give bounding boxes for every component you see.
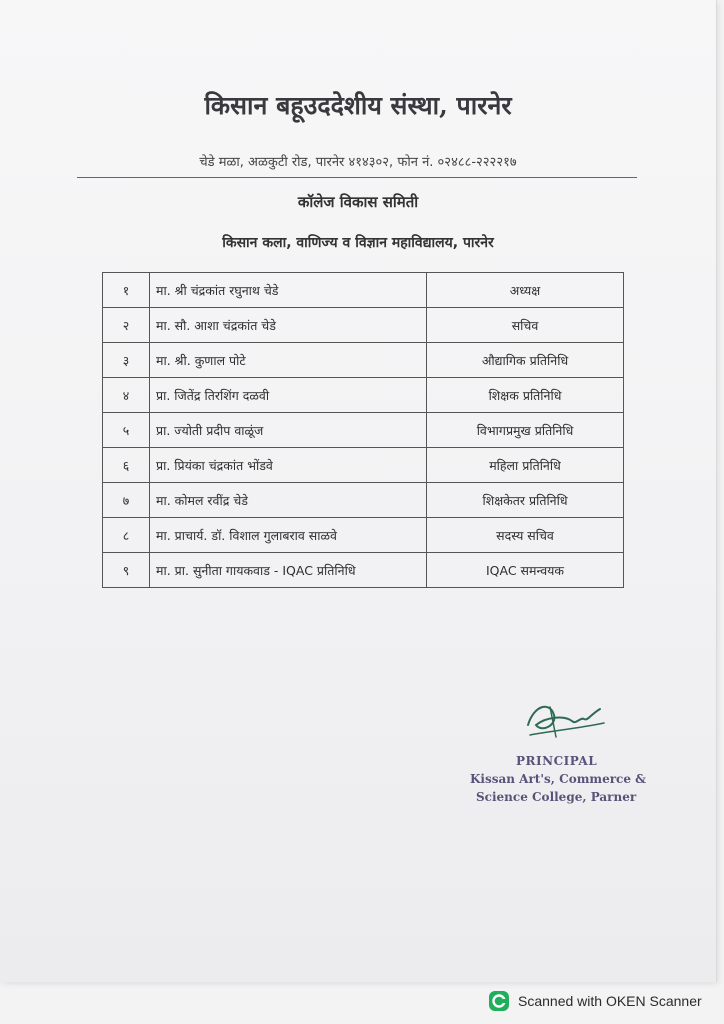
table-row xyxy=(103,378,624,413)
member-number: ६ xyxy=(103,448,150,483)
member-number: ३ xyxy=(103,343,150,378)
member-number: ४ xyxy=(103,378,150,413)
member-name: मा. प्राचार्य. डॉ. विशाल गुलाबराव साळवे xyxy=(150,518,427,553)
principal-signature xyxy=(520,695,610,745)
oken-scanner-icon xyxy=(488,990,510,1012)
stamp-line-place: Science College, Parner xyxy=(476,790,637,804)
org-title: किसान बहूउददेशीय संस्था, पारनेर xyxy=(204,91,512,120)
member-number: ७ xyxy=(103,483,150,518)
member-name: मा. प्रा. सुनीता गायकवाड - IQAC प्रतिनिधि xyxy=(150,553,427,588)
member-name: मा. सौ. आशा चंद्रकांत चेडे xyxy=(150,308,427,343)
stamp-line-title: PRINCIPAL xyxy=(516,754,598,768)
table-row xyxy=(103,413,624,448)
member-number: ९ xyxy=(103,553,150,588)
member-name: मा. श्री चंद्रकांत रघुनाथ चेडे xyxy=(150,273,427,308)
table-row xyxy=(103,273,624,308)
table-row xyxy=(103,483,624,518)
member-name: मा. कोमल रवींद्र चेडे xyxy=(150,483,427,518)
member-role: शिक्षकेतर प्रतिनिधि xyxy=(427,483,624,518)
header-divider xyxy=(77,177,637,178)
members-table xyxy=(102,272,624,588)
table-row xyxy=(103,553,624,588)
member-number: २ xyxy=(103,308,150,343)
scanner-watermark xyxy=(488,990,718,1012)
scanner-text: Scanned with OKEN Scanner xyxy=(518,993,702,1009)
member-role: शिक्षक प्रतिनिधि xyxy=(427,378,624,413)
principal-stamp xyxy=(466,752,646,806)
table-row xyxy=(103,308,624,343)
committee-title: कॉलेज विकास समिती xyxy=(297,193,419,211)
stamp-line-college: Kissan Art's, Commerce & xyxy=(470,772,646,786)
member-name: प्रा. जितेंद्र तिरशिंग दळवी xyxy=(150,378,427,413)
org-address: चेडे मळा, अळकुटी रोड, पारनेर ४१४३०२, फोन नं. ०२४८८-२२२२१७ xyxy=(199,155,517,170)
member-role: महिला प्रतिनिधि xyxy=(427,448,624,483)
member-name: प्रा. ज्योती प्रदीप वाळूंज xyxy=(150,413,427,448)
table-row xyxy=(103,448,624,483)
member-role: अध्यक्ष xyxy=(427,273,624,308)
member-number: ५ xyxy=(103,413,150,448)
member-number: १ xyxy=(103,273,150,308)
member-number: ८ xyxy=(103,518,150,553)
member-name: प्रा. प्रियंका चंद्रकांत भोंडवे xyxy=(150,448,427,483)
member-role: विभागप्रमुख प्रतिनिधि xyxy=(427,413,624,448)
member-role: सदस्य सचिव xyxy=(427,518,624,553)
member-role: सचिव xyxy=(427,308,624,343)
member-name: मा. श्री. कुणाल पोटे xyxy=(150,343,427,378)
table-row xyxy=(103,518,624,553)
member-role: औद्यागिक प्रतिनिधि xyxy=(427,343,624,378)
college-name: किसान कला, वाणिज्य व विज्ञान महाविद्यालय, पारनेर xyxy=(222,235,494,251)
member-role: IQAC समन्वयक xyxy=(427,553,624,588)
table-row xyxy=(103,343,624,378)
